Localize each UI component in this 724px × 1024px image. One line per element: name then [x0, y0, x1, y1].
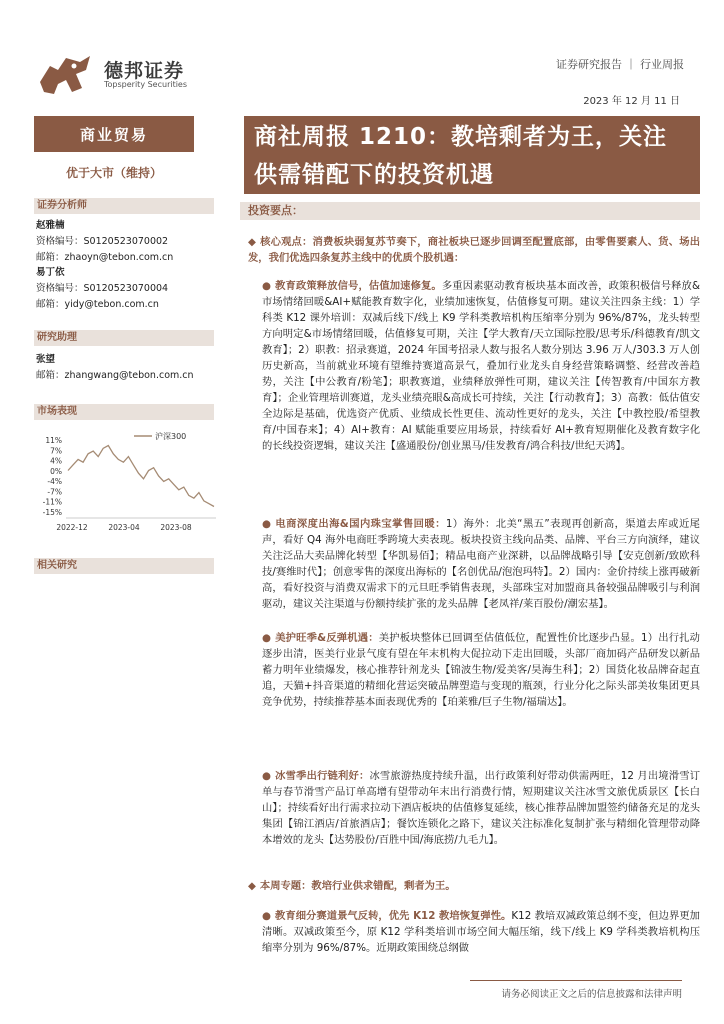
rating-label: 优于大市（维持）	[65, 166, 162, 180]
key-points-head: 投资要点：	[240, 202, 700, 220]
legend-label: 沪深300	[155, 432, 187, 441]
analyst-cert: 资格编号：S0120523070004	[36, 283, 169, 294]
x-tick-label: 2022-12	[56, 523, 88, 532]
analyst-email[interactable]: 邮箱：zhaoyn@tebon.com.cn	[36, 252, 174, 263]
assistant-section-head: 研究助理	[34, 330, 214, 346]
market-section-head: 市场表现	[34, 404, 214, 420]
sector-label: 商业贸易	[34, 116, 194, 152]
related-section-head: 相关研究	[34, 558, 214, 574]
bullet-icon: ◆	[248, 236, 257, 248]
k12-paragraph: ● 教育细分赛道景气反转，优先 K12 教培恢复弹性。K12 教培双减政策总纲不变，但边界更加清晰。双减政策至今，原 K12 学科类培训市场空间大幅压缩，线下/线上 K9 学科类教培机构压缩率分别为 96%/87%。近期政策围绕总纲做	[262, 910, 700, 954]
assistant-name: 张望	[36, 354, 56, 365]
assistant-email[interactable]: 邮箱：zhangwang@tebon.com.cn	[36, 370, 194, 381]
analyst-email[interactable]: 邮箱：yidy@tebon.com.cn	[36, 299, 159, 310]
analyst-name: 易丁依	[36, 267, 65, 278]
y-tick-label: 0%	[50, 466, 62, 476]
education-paragraph: ● 教育政策释放信号，估值加速修复。多重因素驱动教育板块基本面改善，政策积极信号释放&市场情绪回暖&AI+赋能教育数字化，业绩加速恢复，估值修复可期。建议关注四条主线：1）学科类 K12 课外培训：双减后线下/线上 K9 学科类教培机构压缩率分别为 96%/87%，龙头转型方向明定&市场情绪回暖，估值修复可期，关注【学大教育/天立国际控股/思考乐/科德教育/凯文教育】；2）职教：招录赛道，2024 年国考招录人数与报名人数分别达 3.96 万人/303.3 万人创历史新高，当前就业环境有望维持赛道高景气，叠加行业龙头自身经营策略调整、经营改善趋势，关注【中公教育/粉笔】；职教赛道，业绩释放弹性可期，建议关注【传智教育/中国东方教育】；企业管理培训赛道，龙头业绩亮眼&高成长可持续，关注【行动教育】；3）高教：低估值安全边际是基础，优选资产优质、业绩成长性更佳、流动性更好的龙头，关注【中教控股/希望教育/中国春来】；4）AI+教育：AI 赋能重要应用场景，持续看好 AI+教育短期催化及教育数字化的长线投资逻辑，建议关注【盛通股份/创业黑马/佳发教育/鸿合科技/世纪天鸿】。	[262, 280, 700, 452]
y-tick-label: 7%	[50, 446, 62, 456]
brand-name-en: Topsperity Securities	[104, 80, 188, 89]
y-tick-label: -15%	[42, 508, 62, 517]
analyst-cert: 资格编号：S0120523070002	[36, 236, 169, 247]
y-tick-label: -11%	[42, 497, 62, 507]
footer-divider	[470, 980, 682, 981]
report-type-tag: 证券研究报告 ｜ 行业周报	[556, 58, 684, 71]
core-view-paragraph: ◆ 核心观点：消费板块弱复苏节奏下，商社板块已逐步回调至配置底部，由零售要素人、货、场出发，我们优选四条复苏主线中的优质个股机遇：	[248, 236, 701, 264]
market-performance-chart	[34, 432, 224, 542]
y-tick-label: -7%	[47, 487, 62, 497]
y-tick-label: 4%	[50, 456, 62, 466]
bullet-icon: ◆	[248, 880, 256, 892]
disclaimer-footer: 请务必阅读正文之后的信息披露和法律声明	[501, 989, 682, 1000]
series-line-hs300	[68, 446, 214, 507]
company-logo-icon	[36, 52, 94, 96]
analyst-name: 赵雅楠	[36, 220, 65, 231]
bullet-icon: ●	[262, 770, 272, 782]
y-tick-label: -4%	[47, 477, 62, 487]
y-tick-label: 11%	[45, 436, 62, 445]
report-date: 2023 年 12 月 11 日	[583, 96, 680, 107]
bullet-icon: ●	[262, 632, 272, 644]
ice-snow-paragraph: ● 冰雪季出行链利好：冰雪旅游热度持续升温，出行政策利好带动供需两旺，12 月出境滑雪订单与春节滑雪产品订单高增有望带动年末出行消费行情，短期建议关注冰雪文旅优质景区【长白山】；持续看好出行需求拉动下酒店板块的估值修复延续，核心推荐品牌加盟签约储备充足的龙头集团【锦江酒店/首旅酒店】；餐饮连锁化之路下，建议关注标准化复制扩张与精细化管理带动降本增效的龙头【达势股份/百胜中国/海底捞/九毛九】。	[262, 770, 701, 846]
report-title: 商社周报 1210：教培剩者为王，关注供需错配下的投资机遇	[244, 116, 700, 194]
x-tick-label: 2023-08	[160, 523, 192, 532]
analyst-section-head: 证券分析师	[34, 198, 214, 214]
ecommerce-jewelry-paragraph: ● 电商深度出海&国内珠宝掌售回暖：1）海外：北美“黑五”表现再创新高，渠道去库或近尾声，看好 Q4 海外电商旺季跨境大卖表现。板块投资主线向品类、品牌、平台三方向演绎，建议关注泛品大卖品牌化转型【华凯易佰】；精品电商产业深耕，以品牌战略引导【安克创新/致欧科技/赛维时代】；创意零售的深度出海标的【名创优品/泡泡玛特】。2）国内：金价持续上涨再破新高，看好投资与消费双需求下的元旦旺季销售表现，头部珠宝对加盟商具备较强品牌吸引与利润驱动，建议关注渠道与份额持续扩张的龙头品牌【老凤祥/莱百股份/潮宏基】。	[262, 518, 700, 610]
bullet-icon: ●	[262, 910, 272, 922]
weekly-topic-paragraph: ◆ 本周专题：教培行业供求错配，剩者为王。	[248, 880, 456, 892]
bullet-icon: ●	[262, 280, 272, 292]
beauty-paragraph: ● 美护旺季&反弹机遇：美护板块整体已回调至估值低位，配置性价比逐步凸显。1）出行扎动逐步出清，医美行业景气度有望在年末机构大促拉动下走出回暖，头部厂商加码产品研发以新品蓄力明年业绩爆发，核心推荐针剂龙头【锦波生物/爱美客/昊海生科】；2）国货化妆品牌奋起直追，天猫+抖音渠道的精细化营运突破品牌塑造与变现的瓶颈，行业分化之际头部美妆集团更具竞争优势，持续推荐基本面表现优秀的【珀莱雅/巨子生物/福瑞达】。	[262, 632, 700, 708]
bullet-icon: ●	[262, 518, 272, 530]
x-tick-label: 2023-04	[108, 523, 140, 532]
brand-name: 德邦证券	[104, 60, 185, 82]
